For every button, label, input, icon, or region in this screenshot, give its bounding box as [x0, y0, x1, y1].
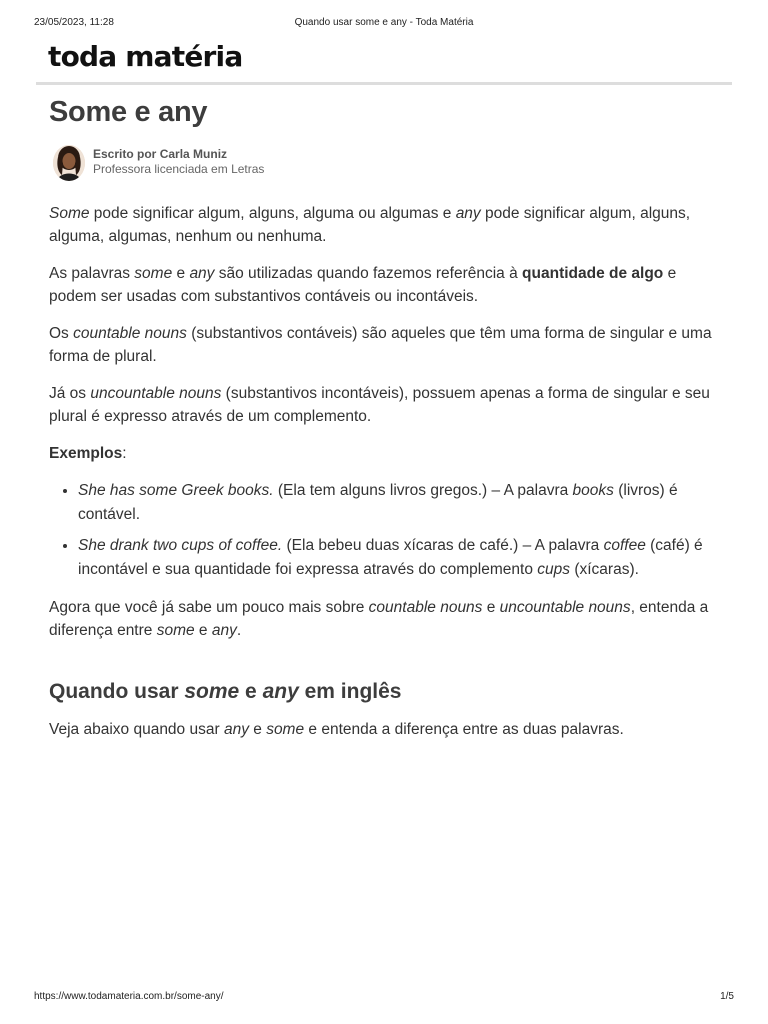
print-page-title: Quando usar some e any - Toda Matéria: [294, 17, 474, 28]
paragraph-section-intro: Veja abaixo quando usar any e some e entenda a diferença entre as duas palavras.: [49, 721, 624, 738]
paragraph-uncountable: Já os uncountable nouns (substantivos incontáveis), possuem apenas a forma de singular e seu plural é expresso através de um complemento.: [49, 385, 710, 425]
article: [49, 96, 722, 755]
header-divider: [36, 82, 732, 85]
section-heading: Quando usar some e any em inglês: [49, 680, 402, 703]
examples-list: [49, 479, 722, 582]
author-photo-icon: [53, 145, 85, 181]
print-footer: [34, 991, 734, 1005]
print-page-number: 1/5: [720, 991, 734, 1002]
author-role: Professora licenciada em Letras: [93, 162, 265, 176]
site-logo[interactable]: toda matéria: [48, 40, 243, 73]
print-header: [34, 17, 734, 31]
examples-label: Exemplos:: [49, 445, 127, 462]
paragraph-countable: Os countable nouns (substantivos contáveis) são aqueles que têm uma forma de singular e uma forma de plural.: [49, 325, 712, 365]
print-url[interactable]: https://www.todamateria.com.br/some-any/: [34, 991, 224, 1002]
author-block: [49, 145, 722, 185]
list-item: • She drank two cups of coffee. (Ela bebeu duas xícaras de café.) – A palavra coffee (café) é incontável e sua quantidade foi expressa através do complemento cups (xícaras).: [78, 534, 722, 582]
print-date: 23/05/2023, 11:28: [34, 17, 114, 28]
author-name[interactable]: Escrito por Carla Muniz: [93, 147, 228, 161]
paragraph-summary: Agora que você já sabe um pouco mais sobre countable nouns e uncountable nouns, entenda a diferença entre some e any.: [49, 599, 709, 639]
author-avatar: [53, 145, 85, 181]
list-item: • She has some Greek books. (Ela tem alguns livros gregos.) – A palavra books (livros) é contável.: [78, 479, 722, 527]
article-title: Some e any: [49, 96, 208, 128]
paragraph-usage: As palavras some e any são utilizadas quando fazemos referência à quantidade de algo e podem ser usadas com substantivos contáveis ou incontáveis.: [49, 265, 677, 305]
paragraph-intro: Some pode significar algum, alguns, alguma ou algumas e any pode significar algum, alguns, alguma, algumas, nenhum ou nenhuma.: [49, 205, 691, 245]
